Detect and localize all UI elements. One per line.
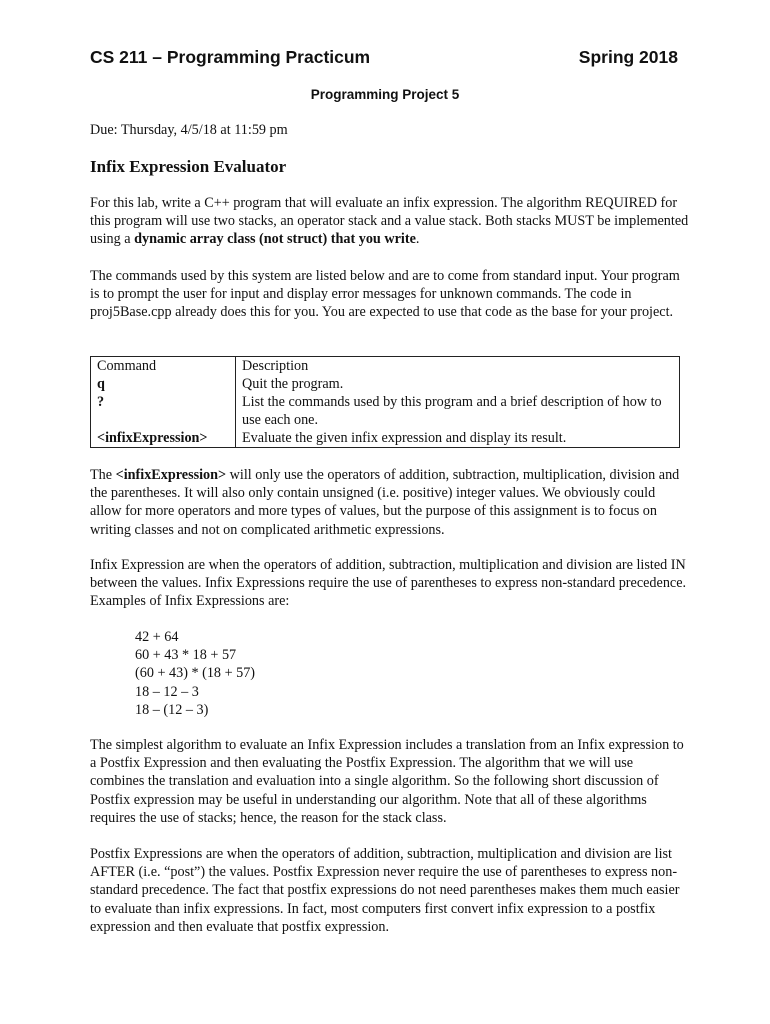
- intro-paragraph: For this lab, write a C++ program that will evaluate an infix expression. The algorithm REQUIRED for this program will use two stacks, an operator stack and a value stack. Both stacks MUST be implemented using a dynamic array class (not struct) that you write.: [90, 195, 689, 248]
- algorithm-paragraph: The simplest algorithm to evaluate an Infix Expression includes a translation from an Infix expression to a Postfix Expression and then evaluating the Postfix Expression. The algorithm that we will use combines the translation and evaluation into a single algorithm. So the following short discussion of Postfix expression may be useful in understanding our algorithm. Note that all of these algorithms requires the use of stacks; hence, the reason for the stack class.: [90, 737, 684, 826]
- section-heading: Infix Expression Evaluator: [90, 157, 287, 176]
- list-item: (60 + 43) * (18 + 57): [135, 665, 256, 682]
- due-date: Due: Thursday, 4/5/18 at 11:59 pm: [90, 122, 288, 138]
- postfix-paragraph: Postfix Expressions are when the operators of addition, subtraction, multiplication and division are list AFTER (i.e. “post”) the values. Postfix Expression never require the use of parentheses to express non-standard precedence. The fact that postfix expressions do not need parentheses makes them much easier to evaluate than infix expressions. In fact, most computers first convert infix expression to a postfix expression and then evaluate that postfix expression.: [90, 846, 680, 935]
- command-table: [90, 356, 680, 448]
- infix-definition-paragraph: Infix Expression are when the operators of addition, subtraction, multiplication and division are listed IN between the values. Infix Expressions require the use of parentheses to express non-standard precedence. Examples of Infix Expressions are:: [90, 557, 687, 610]
- table-row: [91, 375, 680, 393]
- command-cell: <infixExpression>: [97, 430, 208, 446]
- infix-usage-paragraph: The <infixExpression> will only use the operators of addition, subtraction, multiplication, division and the parentheses. It will also only contain unsigned (i.e. positive) integer values. We obviously could allow for more operators and more types of values, but the purpose of this assignment is to focus on writing classes and not on complicated arithmetic expressions.: [90, 467, 680, 538]
- list-item: 18 – (12 – 3): [135, 701, 209, 718]
- list-item: 18 – 12 – 3: [135, 683, 199, 700]
- examples-list: [135, 628, 255, 719]
- table-row: [91, 429, 680, 448]
- description-cell: List the commands used by this program and a brief description of how to use each one.: [236, 393, 680, 429]
- emphasis-text: dynamic array class (not struct) that you write: [134, 231, 416, 248]
- list-item: 60 + 43 * 18 + 57: [135, 647, 237, 664]
- description-cell: Evaluate the given infix expression and display its result.: [236, 429, 680, 448]
- list-item: 42 + 64: [135, 629, 179, 645]
- term-label: Spring 2018: [578, 47, 678, 67]
- commands-paragraph: The commands used by this system are listed below and are to come from standard input. Your program is to prompt the user for input and display error messages for unknown commands. The code in proj5Base.cpp already does this for you. You are expected to use that code as the base for your project.: [90, 268, 680, 321]
- table-header-row: [91, 357, 680, 376]
- command-cell: q: [97, 376, 105, 392]
- description-cell: Quit the program.: [236, 375, 680, 393]
- table-header-cell: Description: [236, 357, 680, 376]
- course-title: CS 211 – Programming Practicum: [90, 47, 371, 67]
- command-cell: ?: [97, 394, 105, 410]
- table-row: [91, 393, 680, 429]
- emphasis-text: <infixExpression>: [115, 467, 227, 483]
- table-header-cell: Command: [91, 357, 236, 376]
- project-title: Programming Project 5: [310, 87, 460, 102]
